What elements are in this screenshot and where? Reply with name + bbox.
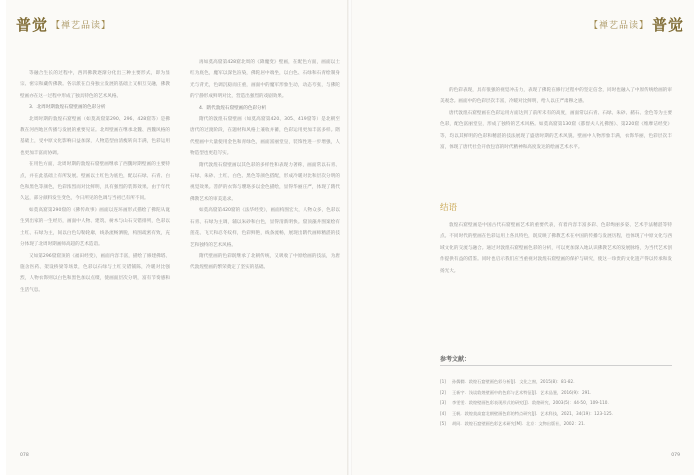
conclusion-text xyxy=(440,220,672,320)
reference-number: [3] xyxy=(440,400,446,406)
paragraph: 又如第296窟窟顶的《福田经变》，画面内容丰富，描绘了修建佛塔、施舍医药、架设桥梁等场景，色彩以石绿与土红交错铺陈，冷暖对比强烈，人物衣饰则以白色和黑色加以点缀，使画面层次分明，富有节奏感和生活气息。 xyxy=(20,253,170,293)
reference-number: [5] xyxy=(440,421,446,427)
left-page xyxy=(6,0,348,475)
paragraph: 如莫高窟第420窟的《法华经变》，画面构图宏大，人物众多，色彩以石青、石绿为主调，辅以朱砂和白色，显得清新明快。窟顶藻井图案绘有莲花、飞天和忍冬纹样，色彩鲜艳，线条流畅，展现出隋代画师精湛的技艺和独特的艺术风格。 xyxy=(190,208,340,248)
paragraph: 再如莫高窟第428窟北周的《降魔变》壁画，在配色方面，画面以土红为底色，魔军以深色渲染，佛陀居中端坐，以白色、石绿和石青绘制身光与背光，色调沉稳而庄重，画面中的魔军形象生动，动态夸张，与佛陀的宁静形成鲜明对比，营造出强烈的戏剧效果。 xyxy=(190,60,340,100)
text-column-right-1 xyxy=(440,85,672,195)
text-column-left-1 xyxy=(20,68,170,443)
paragraph: 的色彩表现，具有很强的视觉冲击力，表现了佛陀在修行过程中的坚定信念，同时也融入了中原传统绘画的审美观念。画面中的色彩层次丰富，冷暖对比鲜明，给人以庄严肃穆之感。 xyxy=(440,88,672,105)
reference-item xyxy=(440,377,672,388)
brand-logo: 普觉 xyxy=(16,16,49,34)
paragraph: 隋代壁画的色彩既继承了北朝传统，又吸收了中原绘画的技法，为唐代敦煌壁画的繁荣奠定了坚实的基础。 xyxy=(190,253,340,271)
column-tag: 【禅艺品读】 xyxy=(51,21,112,31)
reference-text: 王帆．敦煌莫高窟北朝壁画色彩的特点研究[J]．艺术科技，2021，34(19)：123-125． xyxy=(452,410,616,416)
references-divider xyxy=(440,365,672,366)
subsection-heading: 4．隋代敦煌石窟壁画的色彩分析 xyxy=(199,105,267,111)
right-page xyxy=(352,0,694,475)
paragraph: 等融合生长的过程中，西凹佛教逐渐分化出三种主要形式，即为显宗、密宗和藏传佛教。各宗派在自身独立发展的基础上又相互交融，佛教壁画亦在这一过程中形成了独具特色的艺术风格。 xyxy=(20,71,170,99)
page-number: 079 xyxy=(671,453,680,458)
reference-number: [1] xyxy=(440,379,446,384)
reference-text: 李雯雯．敦煌壁画色彩表现形式的研究[J]．敦煌研究，2003(5)：44-50，109-110． xyxy=(452,400,612,406)
reference-item xyxy=(440,409,672,420)
paragraph: 隋代敦煌石窟壁画以其色彩的多样性和表现力著称，画面常以石青、石绿、朱砂、土红、白色、黑色等颜色搭配，形成冷暖对比和层次分明的视觉效果。菩萨的衣饰与璎珞多以金色描绘，显得华丽庄严，体现了隋代佛教艺术的审美追求。 xyxy=(190,162,340,202)
paragraph: 唐代敦煌石窟壁画在色彩运用方面达到了前所未有的高度，画面常以石青、石绿、朱砂、赭石、金色等为主要色彩，配色富丽堂皇，形成了独特的艺术风格。如莫高窟第130窟《都督夫人礼佛图》、第220窟《维摩诘经变》等，均以其鲜明的色彩和精湛的技法展现了盛唐时期的艺术风貌。壁画中人物形象丰满，衣饰华丽，色彩层次丰富，体现了唐代社会开放包容的时代精神和高度发达的绘画艺术水平。 xyxy=(440,110,672,151)
paragraph: 隋代的敦煌石窟壁画（如莫高窟第420、305、419窟等）是北朝至唐代的过渡阶段，在题材和风格上兼收并蓄，色彩运用更加丰富多样。隋代壁画中大量使用金色和青绿色，画面富丽堂皇，装饰性进一步增强，人物造型也更趋写实。 xyxy=(190,117,340,157)
paragraph: 敦煌石窟壁画是中国古代石窟壁画艺术的重要代表，有着内容丰富多彩、色彩绚丽多姿、艺术手法精湛等特点。不同时代的壁画在色彩运用上各具特色，既反映了佛教艺术在中国的传播与发展历程，也体现了中原文化与西域文化的交流与融合。通过对敦煌石窟壁画色彩的分析，可以更加深入地认识佛教艺术的发展脉络，为当代艺术创作提供有益的借鉴。同时也启示我们应当重视对敦煌石窟壁画的保护与研究，使这一珍贵的文化遗产得以传承和发扬光大。 xyxy=(440,223,672,274)
subsection-heading: 3．北周时期敦煌石窟壁画的色彩分析 xyxy=(29,105,106,111)
paragraph: 如莫高窟第290窟的《佛传故事》画面以连环画形式描绘了佛陀从诞生到出家的一生经历，画面中人物、建筑、树木与山石交错排列，色彩以土红、石绿为主，间以白色勾勒轮廓，线条流畅洒脱，构图疏密有致，充分体现了北周时期画师高超的艺术造诣。 xyxy=(20,207,170,248)
reference-text: 王新宇．浅谈敦煌壁画中的色彩与艺术特征[J]．艺术品鉴，2016(9)：291． xyxy=(452,389,595,395)
paragraph: 在用色方面，北周时期的敦煌石窟壁画继承了西魏时期壁画的主要特点，并在此基础上有所发展。壁画以土红色为底色，配以石绿、石青、白色和黑色等颜色，色彩浓烈而对比鲜明，具有强烈的装饰效果。由于年代久远，部分颜料发生变色，今日所见的色调与当初已有所不同。 xyxy=(20,162,170,202)
section-title: 结语 xyxy=(440,203,458,213)
reference-text: 孙儒僩．敦煌石窟壁画色彩分析[J]．文化之窗，2015(8)：81-82． xyxy=(452,379,578,384)
brand-logo: 普觉 xyxy=(651,16,684,34)
reference-item xyxy=(440,388,672,399)
references-list xyxy=(440,377,672,430)
column-tag: 【禅艺品读】 xyxy=(588,21,649,31)
reference-number: [4] xyxy=(440,410,446,416)
reference-item xyxy=(440,419,672,430)
reference-text: 胡同．敦煌石窟壁画色彩艺术研究[M]．北京：文物出版社，2002：21． xyxy=(452,421,588,427)
paragraph: 北周时期的敦煌石窟壁画（如莫高窟第290、296、428窟等）是佛教在河西地区传播与发展的重要见证。北周壁画在继承北魏、西魏风格的基础上，受中原文化影响日益加深，人物造型由清瘦转向丰满，色彩运用也更加丰富而协调。 xyxy=(20,116,170,156)
text-column-left-2 xyxy=(190,57,340,443)
left-page-header xyxy=(16,14,111,35)
reference-item xyxy=(440,398,672,409)
reference-number: [2] xyxy=(440,389,446,395)
page-number: 078 xyxy=(20,453,29,458)
right-page-header xyxy=(589,14,684,35)
references-title: 参考文献： xyxy=(440,356,471,363)
